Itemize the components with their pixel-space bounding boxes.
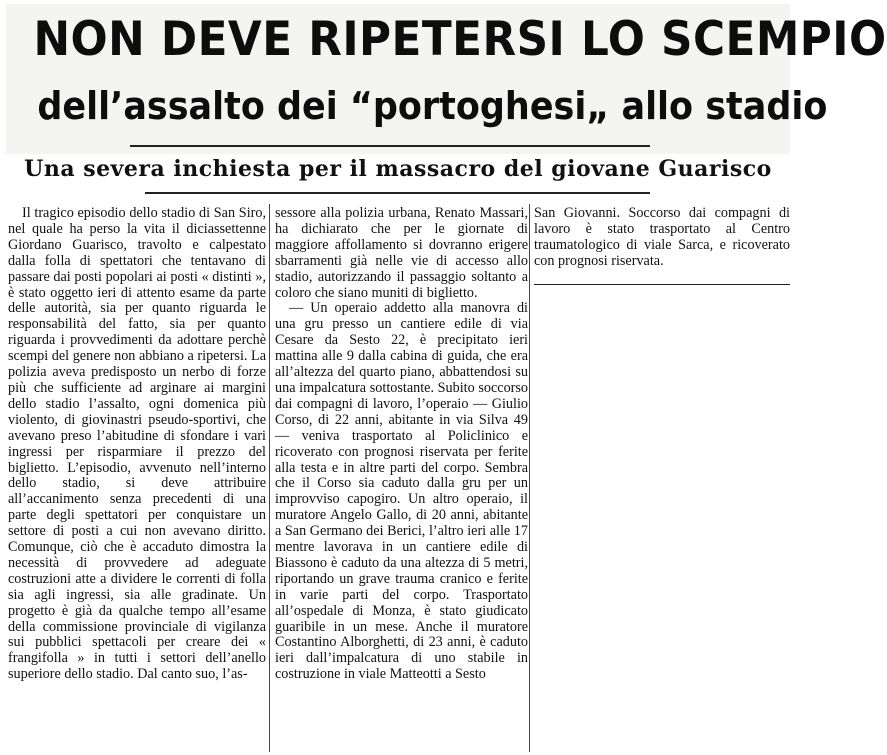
- subheadline-rule: [145, 192, 650, 194]
- subheadline: Una severa inchiesta per il massacro del giovane Guarisco: [24, 156, 772, 182]
- headline-block: [6, 4, 887, 154]
- column-3-bottom-rule: [534, 284, 790, 285]
- headline-rule: [130, 145, 650, 147]
- column-divider-1: [269, 204, 270, 752]
- column-1-paragraph: Il tragico episodio dello stadio di San Siro, nel quale ha perso la vita il diciassettenne Giordano Guarisco, travolto e calpestato dalla folla di spettatori che tentavano di passare dai posti popolari ai posti « distinti », è stato oggetto ieri di attento esame da parte delle autorità, sia per quanto riguarda le responsabilità del fatto, sia per quanto riguarda i provvedimenti da adottare perchè scempi del genere non abbiano a ripetersi. La polizia aveva predisposto un nerbo di forze più che sufficiente ad arginare ai margini dello stadio l’assalto, ogni domenica più violento, di giovinastri pseudo-sportivi, che avevano preso l’abitudine di sfondare i vari ingressi per risparmiare il prezzo del biglietto. L’episodio, avvenuto nell’interno dello stadio, si deve attribuire all’accanimento senza precedenti di una parte degli spettatori per conquistare un settore di posti a cui non avevano diritto. Comunque, ciò che è accaduto dimostra la necessità di provvedere ad adeguate costruzioni atte a dividere le correnti di folla sia agli ingressi, sia alle gradinate. Un progetto è già da qualche tempo all’esame della commissione provinciale di vigilanza sui pubblici spettacoli per creare dei « frangifolla » in tutti i settori dell’anello superiore dello stadio. Dal canto suo, l’as-: [8, 205, 266, 683]
- column-2-paragraph-2: — Un operaio addetto alla manovra di una gru presso un cantiere edile di via Cesare da Sesto 22, è precipitato ieri mattina alle 9 dalla cabina di guida, che era all’altezza del quarto piano, abbattendosi su una impalcatura sottostante. Subito soccorso dai compagni di lavoro, l’operaio — Giulio Corso, di 22 anni, abitante in via Silva 49 — veniva trasportato al Policlinico e ricoverato con prognosi riservata per ferite alla testa e in altre parti del corpo. Sembra che il Corso sia caduto dalla gru per un improvviso capogiro. Un altro operaio, il muratore Angelo Gallo, di 20 anni, abitante a San Germano dei Berici, l’altro ieri alle 17 mentre lavorava in un cantiere edile di Biassono è caduto da una altezza di 5 metri, riportando un grave trauma cranico e ferite in varie parti del corpo. Trasportato all’ospedale di Monza, è stato giudicato guaribile in un mese. Anche il muratore Costantino Alborghetti, di 23 anni, è caduto ieri dall’impalcatura di uno stabile in costruzione in viale Matteotti a Sesto: [275, 300, 528, 683]
- column-divider-2: [529, 204, 530, 752]
- column-2-paragraph-1: sessore alla polizia urbana, Renato Massari, ha dichiarato che per le giornate di maggiore affollamento si dovranno erigere sbarramenti già nelle vie di accesso allo stadio, autorizzando il passaggio soltanto a coloro che siano muniti di biglietto.: [275, 205, 528, 301]
- article-column-2: [275, 206, 528, 750]
- article-column-1: [8, 206, 266, 750]
- article-column-3: [534, 206, 790, 286]
- headline-line-1: NON DEVE RIPETERSI LO SCEMPIO: [33, 12, 887, 67]
- column-3-paragraph: San Giovanni. Soccorso dai compagni di lavoro è stato trasportato al Centro traumatologico di viale Sarca, e ricoverato con prognosi riservata.: [534, 205, 790, 269]
- headline-line-2: dell’assalto dei “portoghesi„ allo stadio: [37, 84, 828, 128]
